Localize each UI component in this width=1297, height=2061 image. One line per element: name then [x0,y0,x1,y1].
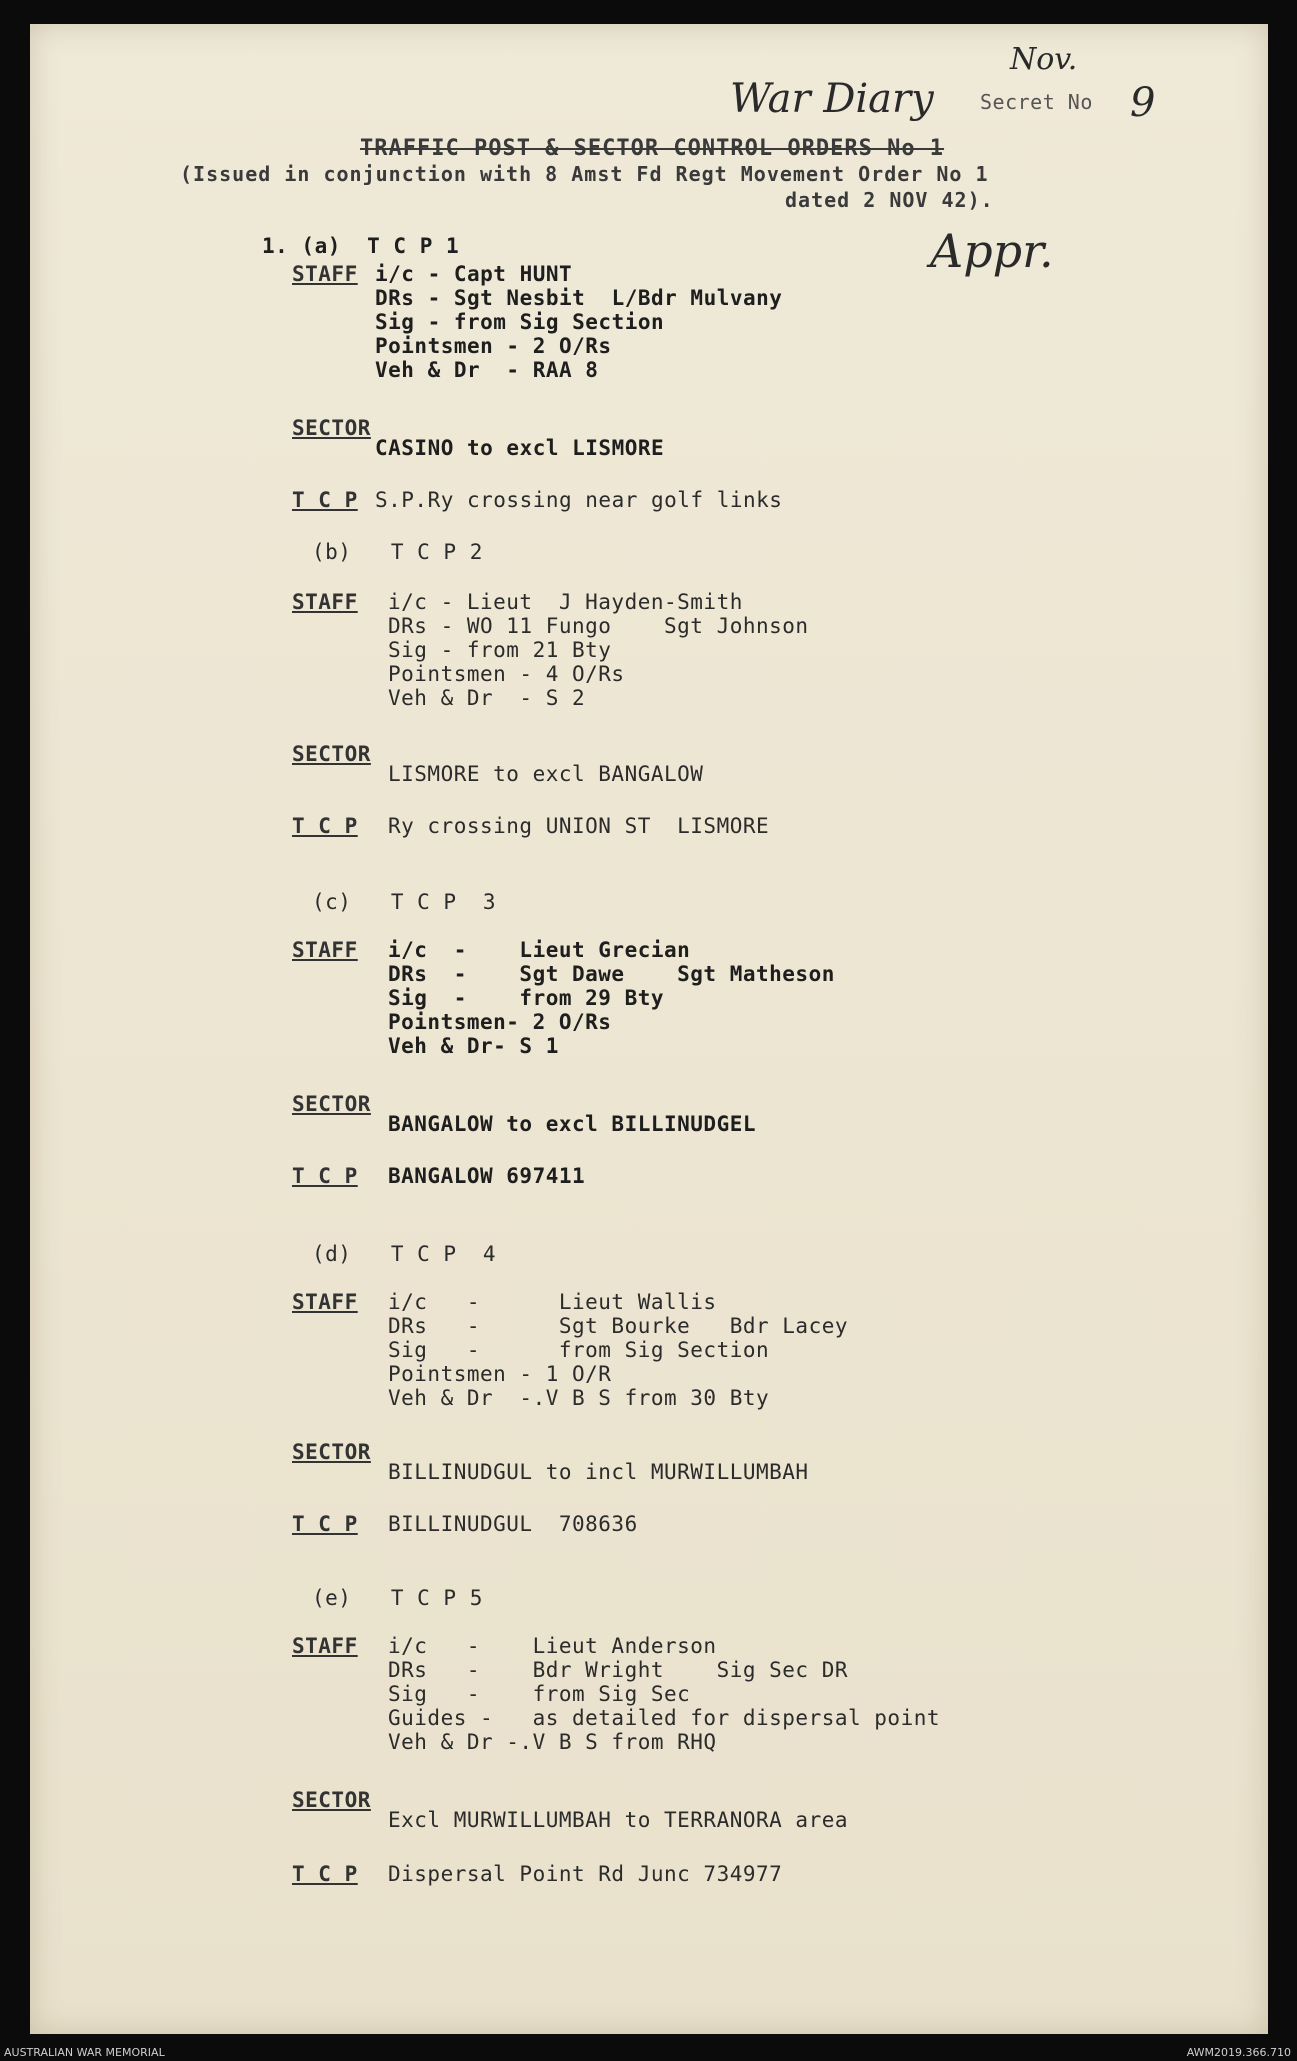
footer-source: AUSTRALIAN WAR MEMORIAL [4,2046,165,2059]
section-c-staff-line: DRs - Sgt Dawe Sgt Matheson [388,962,835,986]
section-b-staff-line: Pointsmen - 4 O/Rs [388,662,625,686]
section-e-staff-line: Guides - as detailed for dispersal point [388,1706,941,1730]
handwritten-war-diary: War Diary [730,76,934,122]
section-e-staff-line: DRs - Bdr Wright Sig Sec DR [388,1658,849,1682]
section-a-staff-line: i/c - Capt HUNT [375,262,573,286]
section-e-sector-label: SECTOR [292,1788,371,1812]
section-c-tcp-value: BANGALOW 697411 [388,1164,586,1188]
section-b-staff-line: i/c - Lieut J Hayden-Smith [388,590,743,614]
section-a-staff-label: STAFF [292,262,358,286]
section-b-tcp-label: T C P [292,814,358,838]
section-c-tcp-label: T C P [292,1164,358,1188]
section-a-heading: 1. (a) T C P 1 [262,234,460,258]
section-a-sector-label: SECTOR [292,416,371,440]
section-e-sector-value: Excl MURWILLUMBAH to TERRANORA area [388,1808,849,1832]
section-d-staff-line: i/c - Lieut Wallis [388,1290,717,1314]
secret-label: Secret No [980,90,1093,114]
section-b-staff-label: STAFF [292,590,358,614]
section-e-staff-line: Veh & Dr -.V B S from RHQ [388,1730,717,1754]
document-subtitle-line1: (Issued in conjunction with 8 Amst Fd Regt Movement Order No 1 [180,162,989,186]
section-a-staff-line: DRs - Sgt Nesbit L/Bdr Mulvany [375,286,783,310]
section-d-staff-line: Pointsmen - 1 O/R [388,1362,612,1386]
section-a-tcp-label: T C P [292,488,358,512]
section-a-tcp-value: S.P.Ry crossing near golf links [375,488,783,512]
section-d-tcp-value: BILLINUDGUL 708636 [388,1512,638,1536]
handwritten-nov: Nov. [1010,42,1078,77]
section-a-staff-line: Sig - from Sig Section [375,310,665,334]
document-subtitle-line2: dated 2 NOV 42). [785,188,994,212]
section-d-sector-value: BILLINUDGUL to incl MURWILLUMBAH [388,1460,809,1484]
section-c-staff-line: Veh & Dr- S 1 [388,1034,559,1058]
section-c-staff-line: Pointsmen- 2 O/Rs [388,1010,612,1034]
document-page [30,24,1268,2034]
section-d-staff-label: STAFF [292,1290,358,1314]
section-b-staff-line: DRs - WO 11 Fungo Sgt Johnson [388,614,809,638]
section-c-heading: (c) T C P 3 [312,890,497,914]
section-e-tcp-label: T C P [292,1862,358,1886]
section-c-staff-line: i/c - Lieut Grecian [388,938,691,962]
section-b-tcp-value: Ry crossing UNION ST LISMORE [388,814,770,838]
section-b-sector-value: LISMORE to excl BANGALOW [388,762,704,786]
section-c-staff-label: STAFF [292,938,358,962]
section-d-staff-line: DRs - Sgt Bourke Bdr Lacey [388,1314,849,1338]
section-c-sector-label: SECTOR [292,1092,371,1116]
section-b-staff-line: Veh & Dr - S 2 [388,686,586,710]
footer-accession-number: AWM2019.366.710 [1186,2046,1291,2059]
section-e-staff-line: i/c - Lieut Anderson [388,1634,717,1658]
section-e-heading: (e) T C P 5 [312,1586,483,1610]
section-e-staff-line: Sig - from Sig Sec [388,1682,691,1706]
section-d-staff-line: Veh & Dr -.V B S from 30 Bty [388,1386,770,1410]
section-a-sector-value: CASINO to excl LISMORE [375,436,665,460]
section-d-sector-label: SECTOR [292,1440,371,1464]
section-d-staff-line: Sig - from Sig Section [388,1338,770,1362]
section-e-tcp-value: Dispersal Point Rd Junc 734977 [388,1862,783,1886]
document-title: TRAFFIC POST & SECTOR CONTROL ORDERS No 1 [360,136,945,161]
section-b-sector-label: SECTOR [292,742,371,766]
section-c-staff-line: Sig - from 29 Bty [388,986,665,1010]
section-d-tcp-label: T C P [292,1512,358,1536]
section-d-heading: (d) T C P 4 [312,1242,497,1266]
section-b-heading: (b) T C P 2 [312,540,483,564]
section-c-sector-value: BANGALOW to excl BILLINUDGEL [388,1112,757,1136]
handwritten-page-number: 9 [1130,80,1156,126]
section-b-staff-line: Sig - from 21 Bty [388,638,612,662]
section-a-staff-line: Pointsmen - 2 O/Rs [375,334,612,358]
section-e-staff-label: STAFF [292,1634,358,1658]
section-a-staff-line: Veh & Dr - RAA 8 [375,358,599,382]
handwritten-appr: Appr. [930,224,1054,278]
